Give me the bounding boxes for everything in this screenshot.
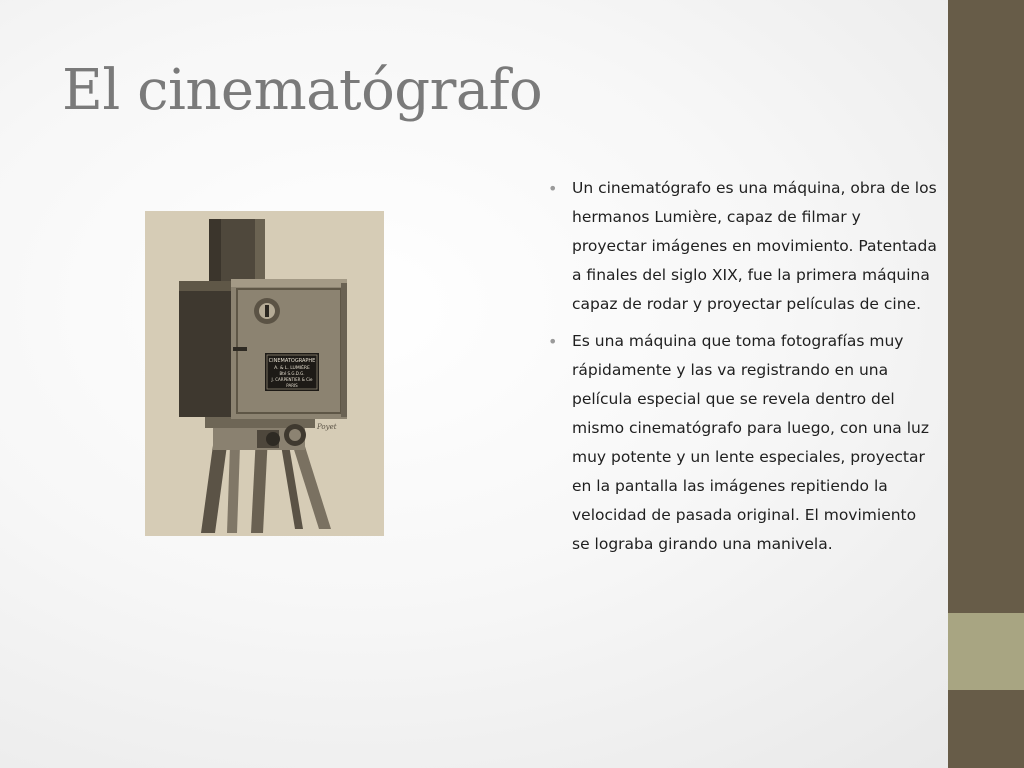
- bullet-text: Es una máquina que toma fotografías muy rápidamente y las va registrando en una película especial que se revela dentro del mismo cinematógrafo para luego, con una luz muy potente y un lente especiales, proyectar en la pantalla las imágenes repitiendo la velocidad de pasada original. El movimiento se lograba girando una manivela.: [572, 332, 929, 553]
- svg-text:Poyet: Poyet: [317, 423, 337, 431]
- sidebar-accent-block: [948, 613, 1024, 690]
- svg-text:J. CARPENTIER & Cie: J. CARPENTIER & Cie: [271, 377, 313, 382]
- bullet-marker: •: [548, 179, 558, 198]
- bullet-item: [548, 327, 938, 559]
- svg-text:CINEMATOGRAPHE: CINEMATOGRAPHE: [268, 358, 316, 364]
- bullet-text: Un cinematógrafo es una máquina, obra de los hermanos Lumière, capaz de filmar y proyectar imágenes en movimiento. Patentada a finales del siglo XIX, fue la primera máquina capaz de rodar y proyectar películas de cine.: [572, 179, 937, 313]
- cinematograph-illustration: [145, 211, 384, 536]
- svg-text:A. & L. LUMIÈRE: A. & L. LUMIÈRE: [274, 366, 310, 371]
- svg-text:Bté S.G.D.G.: Bté S.G.D.G.: [279, 371, 305, 376]
- cinematograph-camera-drawing: [145, 211, 384, 536]
- svg-text:PARIS: PARIS: [286, 383, 298, 388]
- bullet-marker: •: [548, 332, 558, 351]
- slide-title: El cinematógrafo: [62, 58, 543, 123]
- bullet-item: [548, 174, 938, 319]
- bullet-list: [548, 174, 938, 567]
